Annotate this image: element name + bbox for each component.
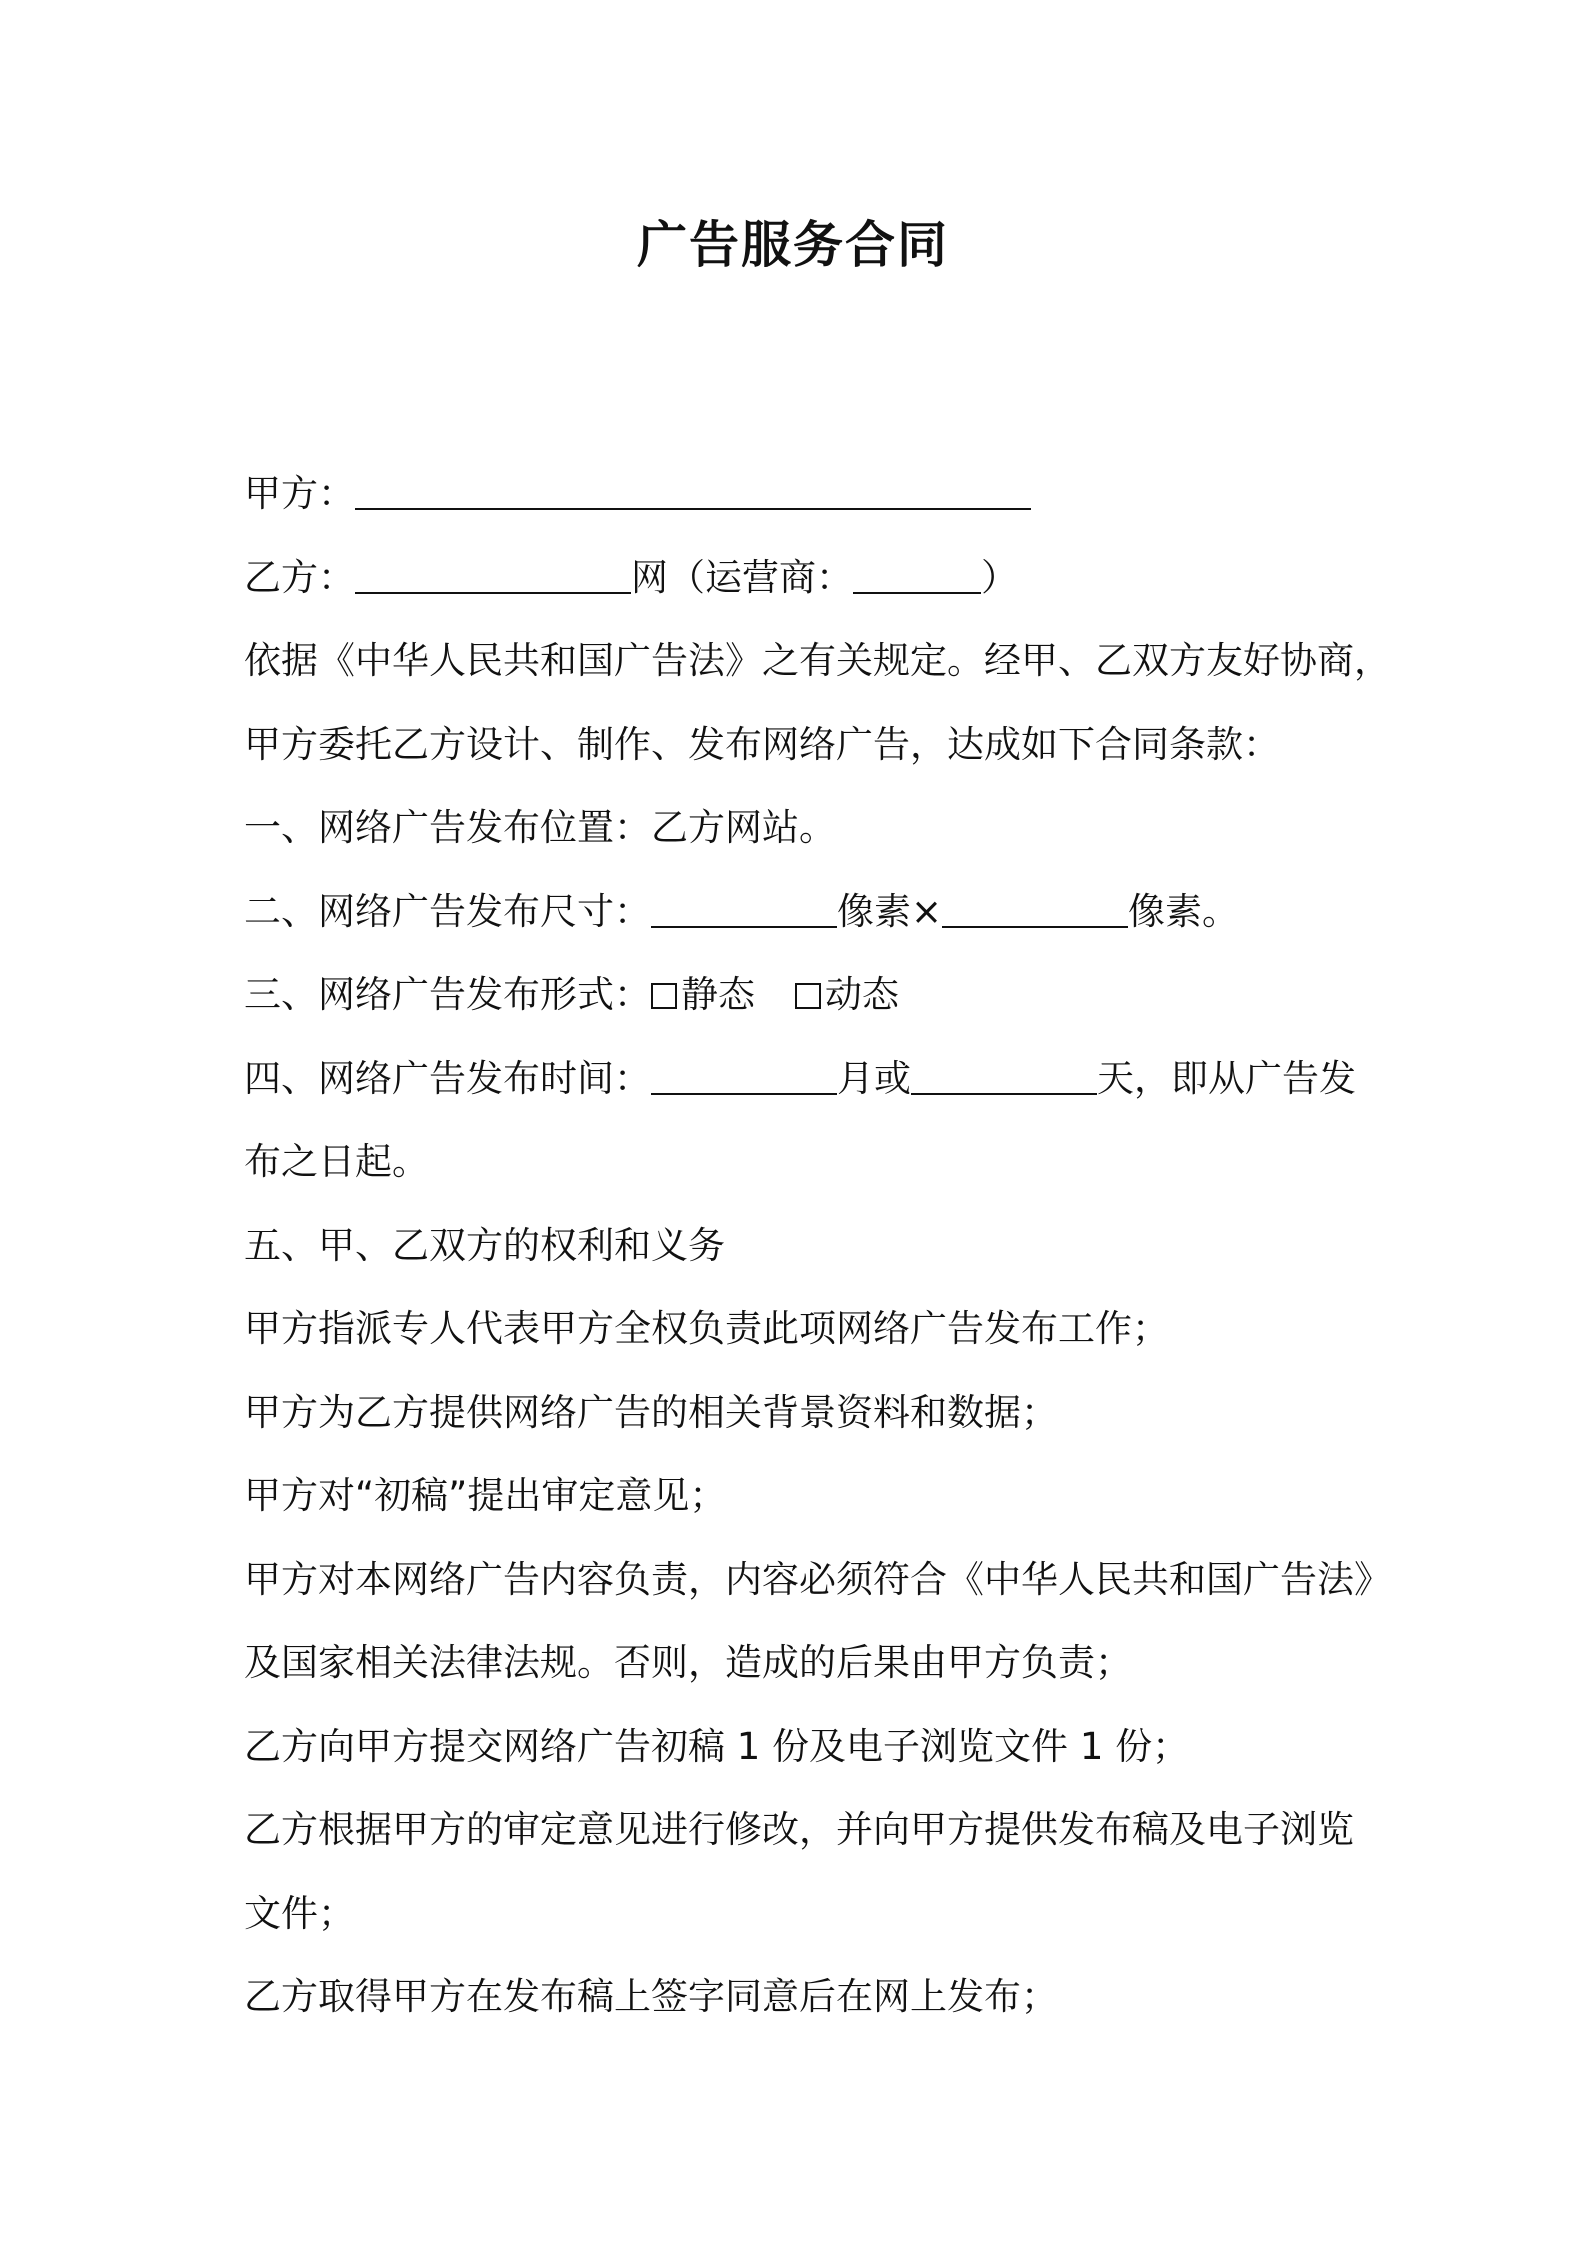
static-option-label: 静态 [681, 973, 755, 1016]
dynamic-option-label: 动态 [825, 973, 899, 1016]
clause-4-continued: 布之日起。 [244, 1140, 429, 1183]
clause-5-item: 乙方取得甲方在发布稿上签字同意后在网上发布； [244, 1975, 1058, 2018]
clause-5-item: 甲方指派专人代表甲方全权负责此项网络广告发布工作； [244, 1307, 1169, 1350]
contract-title: 广告服务合同 [637, 216, 949, 274]
clause-5-item: 甲方对“初稿”提出审定意见； [244, 1474, 727, 1517]
clause-2 [244, 870, 1364, 954]
party-b-line [244, 536, 1364, 620]
clause-3-prefix: 三、网络广告发布形式： [244, 973, 651, 1016]
party-b-suffix: 网（运营商： [631, 555, 853, 599]
dynamic-checkbox[interactable] [795, 983, 821, 1009]
clause-2-prefix: 二、网络广告发布尺寸： [244, 889, 651, 933]
party-a-label: 甲方： [244, 472, 355, 515]
days-blank[interactable] [911, 1053, 1097, 1095]
clause-4 [244, 1037, 1364, 1121]
clause-5-item: 及国家相关法律法规。否则，造成的后果由甲方负责； [244, 1641, 1132, 1684]
clause-5-heading: 五、甲、乙双方的权利和义务 [244, 1223, 725, 1267]
clause-1: 一、网络广告发布位置：乙方网站。 [244, 806, 836, 849]
clause-4-end: 天，即从广告发 [1097, 1056, 1356, 1100]
party-a-blank[interactable] [355, 468, 1031, 510]
party-b-website-blank[interactable] [355, 552, 631, 594]
height-pixels-blank[interactable] [942, 886, 1128, 928]
intro-line: 甲方委托乙方设计、制作、发布网络广告，达成如下合同条款： [244, 722, 1280, 766]
clause-5-item: 文件； [244, 1891, 355, 1935]
intro-line: 依据《中华人民共和国广告法》之有关规定。经甲、乙双方友好协商， [244, 639, 1391, 682]
clause-5-item: 甲方对本网络广告内容负责，内容必须符合《中华人民共和国广告法》 [244, 1557, 1391, 1601]
clause-3 [244, 953, 1364, 1037]
clause-5-item: 乙方根据甲方的审定意见进行修改，并向甲方提供发布稿及电子浏览 [244, 1808, 1354, 1851]
clause-5-item: 乙方向甲方提交网络广告初稿 1 份及电子浏览文件 1 份； [244, 1724, 1190, 1768]
clause-5-item: 甲方为乙方提供网络广告的相关背景资料和数据； [244, 1390, 1058, 1434]
static-checkbox[interactable] [651, 983, 677, 1009]
clause-2-end: 像素。 [1128, 889, 1240, 933]
clause-2-mid: 像素× [837, 889, 943, 933]
months-blank[interactable] [651, 1053, 837, 1095]
contract-body [244, 452, 1391, 2039]
party-a-line [244, 452, 1364, 536]
party-b-operator-blank[interactable] [853, 552, 981, 594]
party-b-end: ） [981, 555, 1018, 599]
width-pixels-blank[interactable] [651, 886, 837, 928]
party-b-label: 乙方： [244, 555, 355, 599]
clause-4-prefix: 四、网络广告发布时间： [244, 1056, 651, 1100]
clause-4-mid: 月或 [837, 1056, 911, 1100]
